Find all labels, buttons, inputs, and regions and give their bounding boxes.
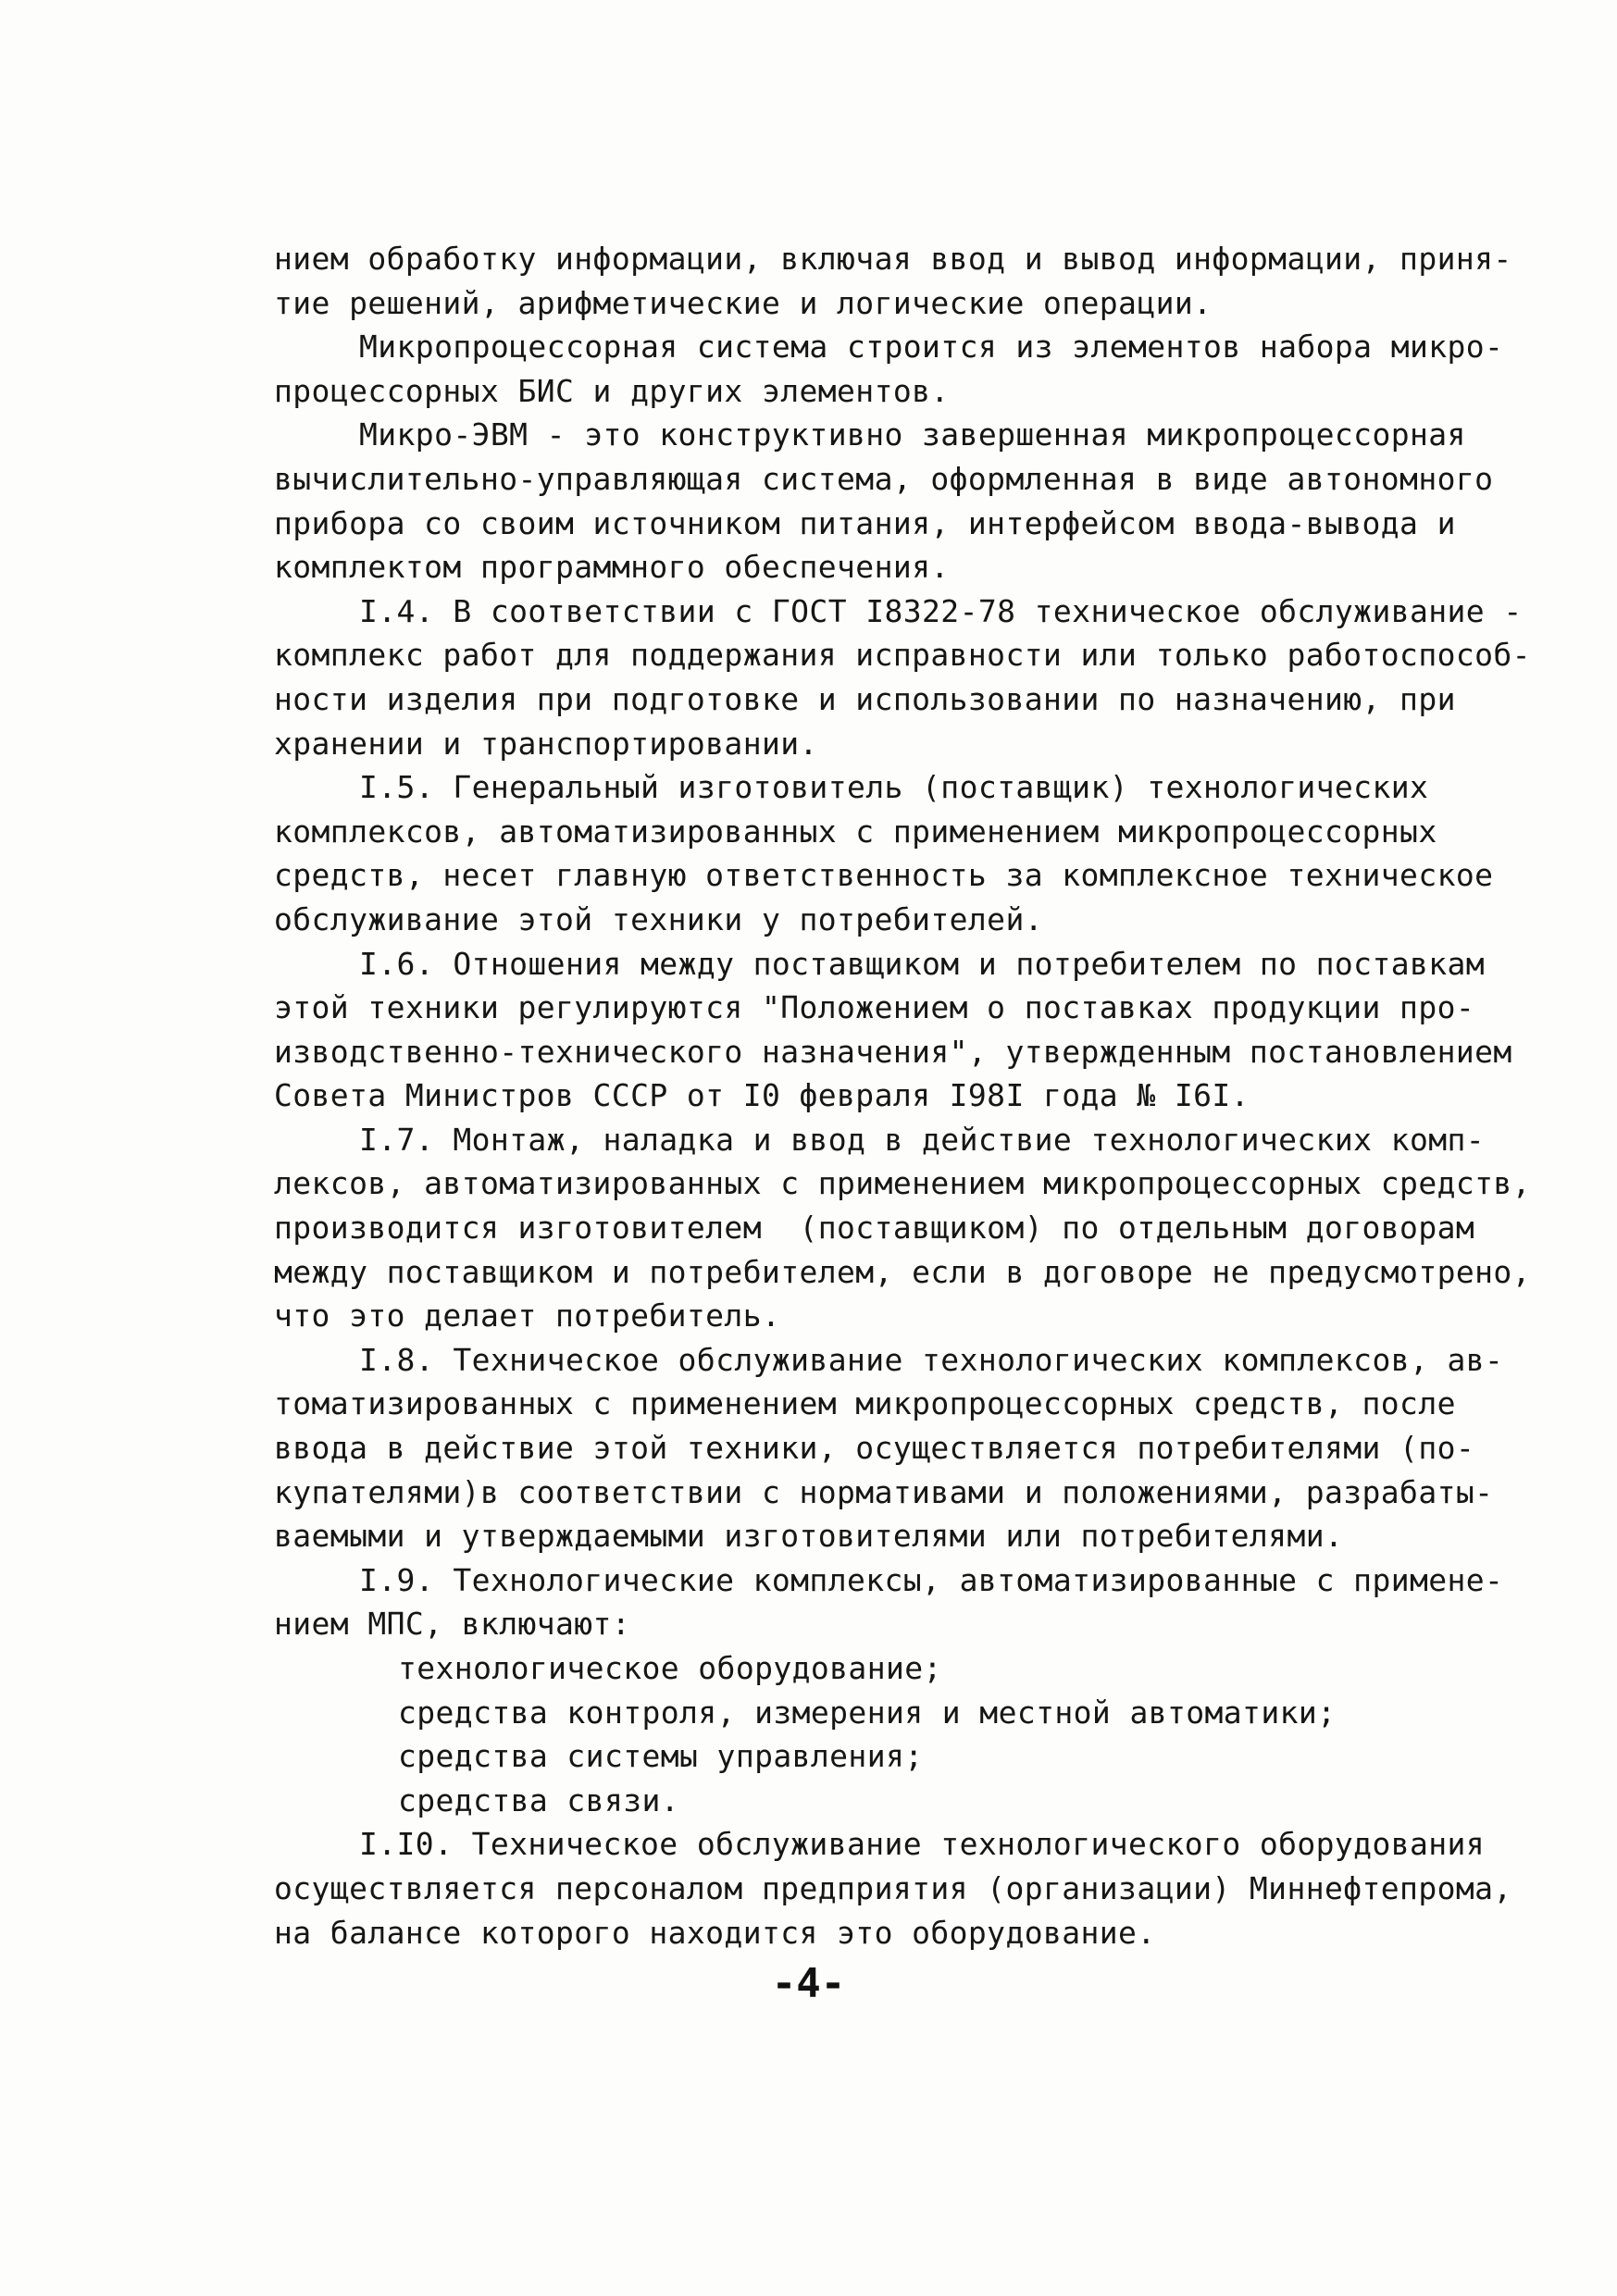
text-line: обслуживание этой техники у потребителей.	[274, 900, 1043, 937]
page-number: -4-	[771, 1960, 846, 2007]
text-line: вычислительно-управляющая система, оформленная в виде автономного	[274, 460, 1494, 497]
text-line: средств, несет главную ответственность за комплексное техническое	[274, 857, 1494, 894]
text-line: ввода в действие этой техники, осуществляется потребителями (по-	[274, 1430, 1475, 1467]
text-line: хранении и транспортировании.	[274, 725, 818, 762]
text-line: I.5. Генеральный изготовитель (поставщик) технологических	[359, 769, 1429, 806]
text-line: процессорных БИС и других элементов.	[274, 372, 950, 409]
text-line: осуществляется персоналом предприятия (организации) Миннефтепрома,	[274, 1869, 1512, 1906]
text-line: Микропроцессорная система строится из элементов набора микро-	[359, 329, 1504, 366]
text-line: лексов, автоматизированных с применением микропроцессорных средств,	[274, 1165, 1531, 1202]
text-line: что это делает потребитель.	[274, 1297, 781, 1334]
text-line: тие решений, арифметические и логические операции.	[274, 284, 1213, 321]
text-line: прибора со своим источником питания, интерфейсом ввода-вывода и	[274, 504, 1456, 541]
text-line: купателями)в соответствии с нормативами и положениями, разрабаты-	[274, 1473, 1494, 1510]
text-line: комплектом программного обеспечения.	[274, 549, 950, 586]
text-line: ности изделия при подготовке и использовании по назначению, при	[274, 680, 1456, 717]
text-line: I.9. Технологические комплексы, автоматизированные с примене-	[359, 1561, 1504, 1598]
text-line: нием МПС, включают:	[274, 1606, 631, 1643]
text-line: Совета Министров СССР от I0 февраля I98I года № I6I.	[274, 1077, 1250, 1114]
text-line: комплекс работ для поддержания исправности или только работоспособ-	[274, 637, 1531, 674]
text-line: нием обработку информации, включая ввод и вывод информации, приня-	[274, 241, 1512, 277]
text-line: томатизированных с применением микропроцессорных средств, после	[274, 1385, 1456, 1422]
body-text	[274, 237, 1531, 1955]
text-line: Микро-ЭВМ - это конструктивно завершенная микропроцессорная	[359, 416, 1466, 453]
text-line: комплексов, автоматизированных с применением микропроцессорных	[274, 813, 1437, 850]
text-line: между поставщиком и потребителем, если в договоре не предусмотрено,	[274, 1253, 1531, 1290]
text-line: I.4. В соответствии с ГОСТ I8322-78 техническое обслуживание -	[359, 592, 1523, 629]
list-item: средства контроля, измерения и местной автоматики;	[398, 1694, 1337, 1731]
text-line: ваемыми и утверждаемыми изготовителями или потребителями.	[274, 1518, 1344, 1555]
text-line: I.6. Отношения между поставщиком и потребителем по поставкам	[359, 945, 1486, 982]
list-item: средства системы управления;	[398, 1738, 924, 1775]
text-line: изводственно-технического назначения", утвержденным постановлением	[274, 1033, 1512, 1070]
list-item: технологическое оборудование;	[398, 1650, 942, 1686]
text-line: на балансе которого находится это оборудование.	[274, 1914, 1156, 1951]
text-line: I.8. Техническое обслуживание технологических комплексов, ав-	[359, 1341, 1504, 1378]
text-line: I.I0. Техническое обслуживание технологического оборудования	[359, 1826, 1486, 1863]
text-line: производится изготовителем (поставщиком) по отдельным договорам	[274, 1210, 1475, 1247]
list-item: средства связи.	[398, 1781, 680, 1818]
text-line: I.7. Монтаж, наладка и ввод в действие технологических комп-	[359, 1121, 1486, 1158]
text-line: этой техники регулируются "Положением о поставках продукции про-	[274, 989, 1475, 1026]
